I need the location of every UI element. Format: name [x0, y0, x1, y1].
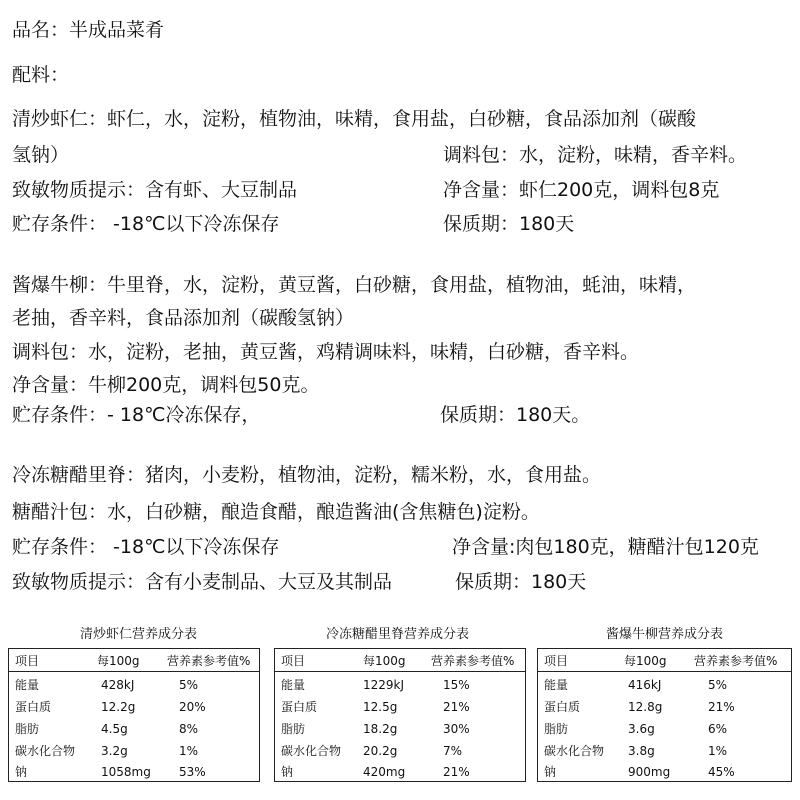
s1-shelf-life: 保质期：180天	[443, 213, 575, 235]
table-cell: 碳水化合物	[281, 744, 342, 758]
table-cell: 蛋白质	[544, 700, 581, 714]
s1-allergen: 致敏物质提示：含有虾、大豆制品	[12, 179, 298, 201]
nutrition-table-shrimp	[8, 648, 260, 782]
table-cell: 428kJ	[101, 678, 135, 692]
table-cell: 脂肪	[281, 722, 306, 736]
table-cell: 能量	[15, 678, 40, 692]
table-cell: 21%	[708, 700, 735, 714]
header-per100g: 每100g	[363, 654, 406, 668]
table-cell: 12.2g	[101, 700, 136, 714]
table-cell: 1229kJ	[363, 678, 405, 692]
s1-storage: 贮存条件： -18℃以下冷冻保存	[12, 213, 280, 235]
s3-ingredients: 冷冻糖醋里脊：猪肉，小麦粉，植物油，淀粉，糯米粉，水，食用盐。	[12, 464, 602, 486]
table-cell: 900mg	[628, 765, 671, 779]
s3-net-content: 净含量:肉包180克，糖醋汁包120克	[452, 536, 759, 558]
table-cell: 5%	[708, 678, 728, 692]
ingredients-heading: 配料：	[12, 64, 70, 86]
s1-ingredients-line1: 清炒虾仁：虾仁，水，淀粉，植物油，味精，食用盐，白砂糖，食品添加剂（碳酸	[12, 108, 697, 130]
table-cell: 蛋白质	[15, 700, 52, 714]
s2-storage: 贮存条件：- 18℃冷冻保存，	[12, 404, 261, 426]
table-cell: 能量	[281, 678, 306, 692]
table-cell: 1058mg	[101, 765, 151, 779]
table-cell: 3.2g	[101, 744, 128, 758]
table-cell: 21%	[443, 765, 470, 779]
table-cell: 15%	[443, 678, 470, 692]
header-nrv: 营养素参考值%	[431, 654, 515, 668]
table-cell: 3.8g	[628, 744, 655, 758]
table-cell: 53%	[179, 765, 206, 779]
nutrition-title-pork: 冷冻糖醋里脊营养成分表	[326, 627, 470, 642]
nutrition-title-shrimp: 清炒虾仁营养成分表	[80, 627, 198, 642]
nutrition-table-beef	[537, 648, 792, 782]
s1-net-content: 净含量：虾仁200克，调料包8克	[443, 179, 720, 201]
table-cell: 脂肪	[544, 722, 569, 736]
table-cell: 蛋白质	[281, 700, 318, 714]
product-name: 品名：半成品菜肴	[12, 19, 165, 41]
table-cell: 能量	[544, 678, 569, 692]
table-cell: 6%	[708, 722, 728, 736]
s2-net-content: 净含量：牛柳200克，调料包50克。	[12, 374, 320, 396]
table-cell: 3.6g	[628, 722, 655, 736]
s2-ingredients-line2: 老抽，香辛料，食品添加剂（碳酸氢钠）	[12, 307, 355, 329]
table-cell: 20%	[179, 700, 206, 714]
table-cell: 5%	[179, 678, 199, 692]
header-per100g: 每100g	[624, 654, 667, 668]
table-cell: 钠	[15, 765, 28, 779]
table-cell: 420mg	[363, 765, 406, 779]
s1-ingredients-line2: 氢钠）	[12, 144, 70, 166]
s3-storage: 贮存条件： -18℃以下冷冻保存	[12, 536, 280, 558]
table-cell: 20.2g	[363, 744, 398, 758]
s2-shelf-life: 保质期：180天。	[440, 404, 591, 426]
s3-shelf-life: 保质期：180天	[455, 571, 587, 593]
header-nrv: 营养素参考值%	[694, 654, 778, 668]
table-cell: 碳水化合物	[544, 744, 605, 758]
table-cell: 4.5g	[101, 722, 128, 736]
s2-seasoning: 调料包：水，淀粉，老抽，黄豆酱，鸡精调味料，味精，白砂糖，香辛料。	[12, 341, 640, 363]
s3-allergen: 致敏物质提示：含有小麦制品、大豆及其制品	[12, 571, 393, 593]
table-cell: 416kJ	[628, 678, 662, 692]
nutrition-title-beef: 酱爆牛柳营养成分表	[606, 627, 724, 642]
s2-ingredients-line1: 酱爆牛柳：牛里脊，水，淀粉，黄豆酱，白砂糖，食用盐，植物油，蚝油，味精，	[12, 274, 697, 296]
table-cell: 7%	[443, 744, 463, 758]
table-cell: 18.2g	[363, 722, 398, 736]
table-cell: 30%	[443, 722, 470, 736]
s3-sauce: 糖醋汁包：水，白砂糖，酿造食醋，酿造酱油(含焦糖色)淀粉。	[12, 501, 540, 523]
header-item: 项目	[544, 654, 569, 668]
table-cell: 钠	[544, 765, 557, 779]
table-cell: 12.8g	[628, 700, 663, 714]
table-cell: 钠	[281, 765, 294, 779]
header-per100g: 每100g	[97, 654, 140, 668]
table-cell: 8%	[179, 722, 199, 736]
table-cell: 碳水化合物	[15, 744, 76, 758]
nutrition-table-pork	[274, 648, 526, 782]
table-cell: 1%	[708, 744, 728, 758]
header-item: 项目	[15, 654, 40, 668]
table-cell: 脂肪	[15, 722, 40, 736]
s1-seasoning: 调料包：水，淀粉，味精，香辛料。	[443, 144, 748, 166]
table-cell: 1%	[179, 744, 199, 758]
header-nrv: 营养素参考值%	[167, 654, 251, 668]
header-item: 项目	[281, 654, 306, 668]
table-cell: 21%	[443, 700, 470, 714]
table-cell: 12.5g	[363, 700, 398, 714]
table-cell: 45%	[708, 765, 735, 779]
